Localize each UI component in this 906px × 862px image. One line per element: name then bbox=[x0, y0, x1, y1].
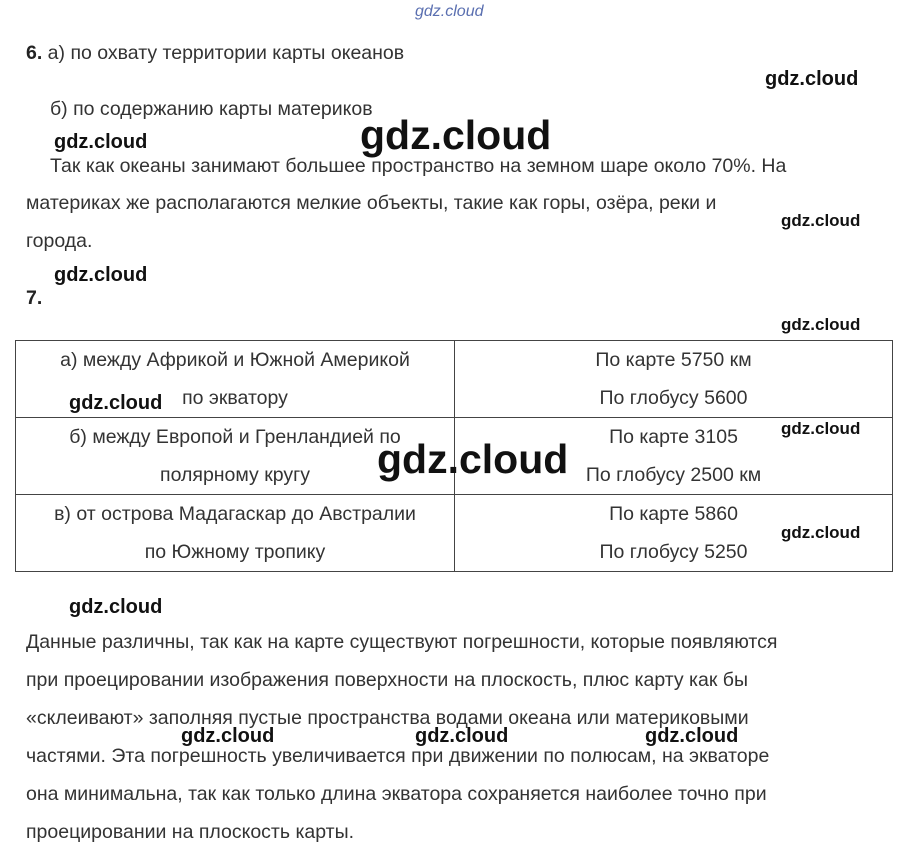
conclusion-line: Данные различны, так как на карте существуют погрешности, которые появляются bbox=[26, 631, 778, 653]
task6-paragraph-line: Так как океаны занимают большее пространство на земном шаре около 70%. На bbox=[50, 155, 787, 177]
route-text: а) между Африкой и Южной Америкой bbox=[60, 349, 410, 371]
route-text: по Южному тропику bbox=[144, 541, 326, 563]
conclusion-line: при проецировании изображения поверхности на плоскость, плюс карту как бы bbox=[26, 669, 748, 691]
watermark: gdz.cloud bbox=[54, 264, 148, 286]
route-text: по экватору bbox=[182, 387, 288, 409]
watermark-top: gdz.cloud bbox=[415, 3, 484, 20]
route-text: полярному кругу bbox=[160, 464, 310, 486]
map-distance: По карте 5860 bbox=[609, 503, 738, 525]
task6-paragraph-line: города. bbox=[26, 230, 93, 252]
watermark: gdz.cloud bbox=[54, 131, 148, 153]
task6-option-b: б) по содержанию карты материков bbox=[50, 98, 373, 120]
watermark: gdz.cloud bbox=[69, 392, 163, 414]
measurement-cell bbox=[455, 341, 893, 418]
conclusion-line: проецировании на плоскость карты. bbox=[26, 821, 355, 843]
watermark: gdz.cloud bbox=[781, 211, 861, 230]
watermark: gdz.cloud bbox=[69, 596, 163, 618]
watermark-large: gdz.cloud bbox=[360, 112, 552, 158]
route-text: б) между Европой и Гренландией по bbox=[69, 426, 401, 448]
map-distance: По карте 5750 км bbox=[595, 349, 752, 371]
globe-distance: По глобусу 2500 км bbox=[585, 464, 762, 486]
watermark: gdz.cloud bbox=[415, 725, 509, 747]
task7-number: 7. bbox=[26, 287, 43, 309]
task6-option-a: а) по охвату территории карты океанов bbox=[42, 42, 405, 64]
watermark: gdz.cloud bbox=[781, 419, 861, 438]
watermark: gdz.cloud bbox=[765, 68, 859, 90]
task6-number: 6. bbox=[26, 42, 43, 64]
globe-distance: По глобусу 5600 bbox=[599, 387, 748, 409]
watermark: gdz.cloud bbox=[181, 725, 275, 747]
map-distance: По карте 3105 bbox=[609, 426, 738, 448]
watermark: gdz.cloud bbox=[781, 315, 861, 334]
table-row bbox=[16, 495, 893, 572]
conclusion-line: она минимальна, так как только длина экватора сохраняется наиболее точно при bbox=[26, 783, 767, 805]
watermark: gdz.cloud bbox=[645, 725, 739, 747]
globe-distance: По глобусу 5250 bbox=[599, 541, 748, 563]
task6-paragraph-line: материках же располагаются мелкие объекты, такие как горы, озёра, реки и bbox=[26, 192, 717, 214]
route-cell bbox=[16, 495, 455, 572]
watermark: gdz.cloud bbox=[781, 523, 861, 542]
task6-line-a bbox=[26, 41, 404, 65]
conclusion-line: «склеивают» заполняя пустые пространства водами океана или материковыми bbox=[26, 707, 749, 729]
conclusion-line: частями. Эта погрешность увеличивается при движении по полюсам, на экваторе bbox=[26, 745, 770, 767]
route-text: в) от острова Мадагаскар до Австралии bbox=[54, 503, 416, 525]
watermark-large: gdz.cloud bbox=[377, 436, 569, 482]
